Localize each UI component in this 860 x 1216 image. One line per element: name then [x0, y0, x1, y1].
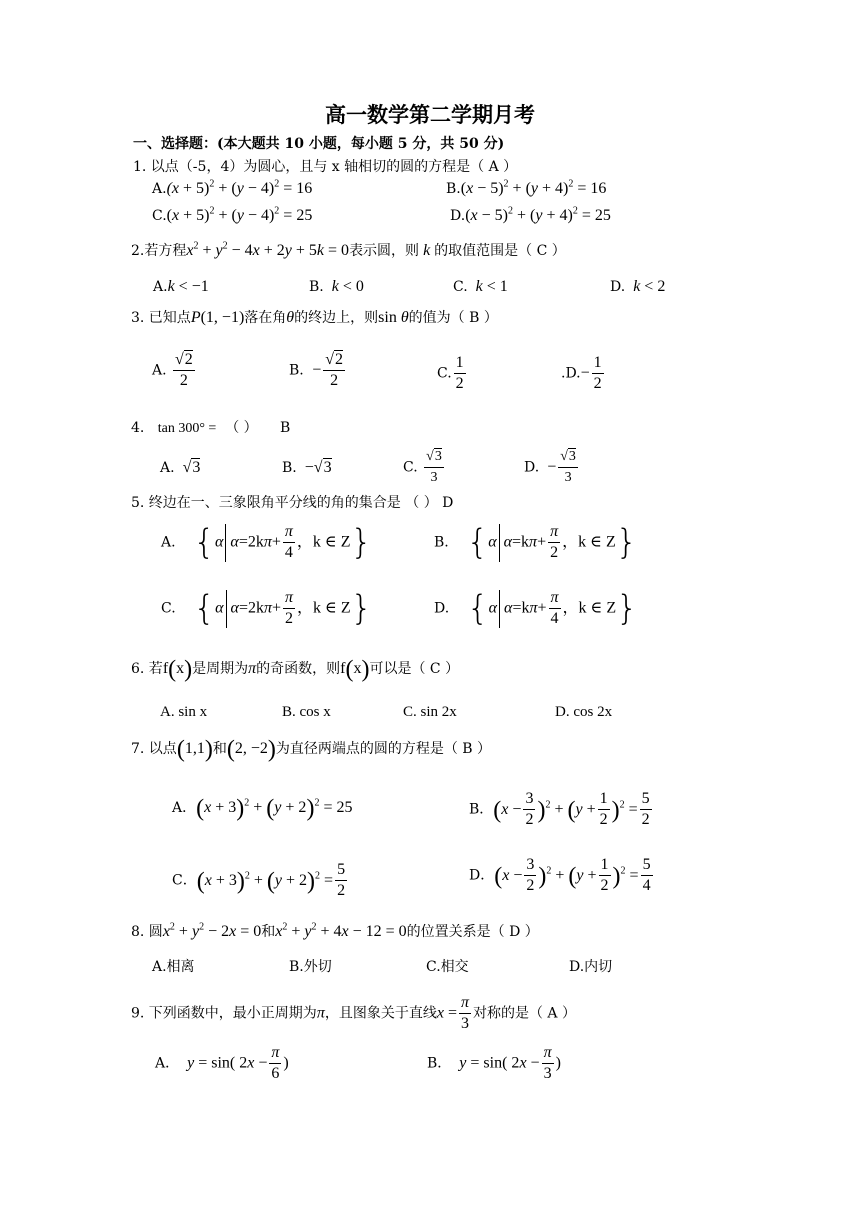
q1-option-a: $A.(x + 5)^2 + (y - 4)^2 = 16$: [152, 178, 313, 197]
q1-option-b: $B.(x - 5)^2 + (y + 4)^2 = 16$: [446, 178, 607, 197]
q6-option-c: C. sin 2x: [403, 704, 457, 720]
q3-option-d: .D.− $\frac{1}{2}$: [561, 354, 602, 392]
q9-option-a: A． y = sin( 2x − $\frac{\pi}{6}$ ): [155, 1044, 289, 1082]
q5-option-a: A. {α α=2kπ+ $\frac{\pi}{4}$ ，k ∈ Z}: [161, 522, 373, 563]
page-title: 高一数学第二学期月考: [325, 102, 535, 127]
q8-option-c: C.相交: [426, 959, 469, 975]
q1-option-c: $C.(x + 5)^2 + (y - 4)^2 = 25$: [152, 205, 313, 224]
question-5-stem: 5. 终边在一、三象限角平分线的角的集合是 （ ） D: [131, 495, 454, 511]
q6-option-d: D. cos 2x: [555, 704, 613, 720]
q3-option-c: C. $\frac{1}{2}$: [437, 354, 464, 392]
section-heading: 一、选择题：(本大题共 10 小题，每小题 5 分，共 50 分): [133, 136, 505, 152]
q8-option-a: A.相离: [152, 959, 195, 975]
q4-option-c: C. $\frac{√3}{3}$: [403, 449, 442, 485]
question-9-stem: 9. 下列函数中，最小正周期为π，且图象关于直线x = $\frac{\pi}{3}$ 对称的是（ A ）: [131, 994, 576, 1032]
q2-option-b: B. k < 0: [309, 278, 364, 295]
q4-option-b: B. −√3: [282, 459, 332, 476]
q6-option-a: A. sin x: [160, 704, 208, 720]
q7-option-b: B．(x − $\frac{3}{2}$ )$^2$ + (y + $\frac{1}{2}$ )$^2$ = $\frac{5}{2}$: [469, 790, 650, 828]
q5-option-d: D. {α α=kπ+ $\frac{\pi}{4}$ ，k ∈ Z}: [434, 588, 638, 629]
question-3-stem: 3. 已知点P(1, −1)落在角θ的终边上，则sin θ的值为（ B ）: [131, 309, 498, 326]
q2-option-c: C. k < 1: [453, 278, 508, 295]
q7-option-d: D．(x − $\frac{3}{2}$ )$^2$ + (y + $\frac{1}{2}$ )$^2$ = $\frac{5}{4}$: [469, 856, 651, 894]
q4-option-a: A. √3: [160, 459, 201, 476]
question-6-stem: 6. 若f(x)是周期为π的奇函数，则f(x)可以是（ C ）: [131, 656, 460, 683]
q2-option-d: D. k < 2: [610, 278, 666, 295]
question-2-stem: 2.若方程$x^2 + y^2 - 4x + 2y + 5k = 0$表示圆，则 k 的取值范围是（ C ）: [131, 240, 566, 259]
q5-option-c: C. {α α=2kπ+ $\frac{\pi}{2}$ ，k ∈ Z}: [161, 588, 373, 629]
q3-option-b: B. − $\frac{√2}{2}$: [289, 351, 344, 389]
question-7-stem: 7. 以点(1,1)和(2, −2)为直径两端点的圆的方程是（ B ）: [131, 736, 492, 763]
q4-option-d: D. − $\frac{√3}{3}$: [524, 449, 576, 485]
question-1-stem: 1. 以点（-5，4）为圆心，且与 x 轴相切的圆的方程是（ A ）: [133, 159, 518, 175]
q7-option-a: A．$(x + 3)^2 + (y + 2)^2 = 25$: [172, 795, 353, 822]
q2-option-a: A.k < −1: [153, 278, 209, 295]
q9-option-b: B． y = sin( 2x − $\frac{\pi}{3}$ ): [427, 1044, 561, 1082]
q7-option-c: C．$(x + 3)^2 + (y + 2)^2$ = $\frac{5}{2}$: [172, 861, 346, 899]
q5-option-b: B. {α α=kπ+ $\frac{\pi}{2}$ ，k ∈ Z}: [434, 522, 638, 563]
q3-option-a: A. $\frac{√2}{2}$: [152, 351, 193, 389]
q8-option-d: D.内切: [569, 959, 613, 975]
q1-option-d: $D.(x - 5)^2 + (y + 4)^2 = 25$: [450, 205, 611, 224]
question-8-stem: 8. 圆$x^2 + y^2 - 2x = 0$和$x^2 + y^2 + 4x - 12 = 0$的位置关系是（ D ）: [131, 921, 539, 940]
q8-option-b: B.外切: [289, 959, 332, 975]
q6-option-b: B. cos x: [282, 704, 331, 720]
question-4-stem: 4. tan 300° = （ ） B: [131, 420, 291, 436]
